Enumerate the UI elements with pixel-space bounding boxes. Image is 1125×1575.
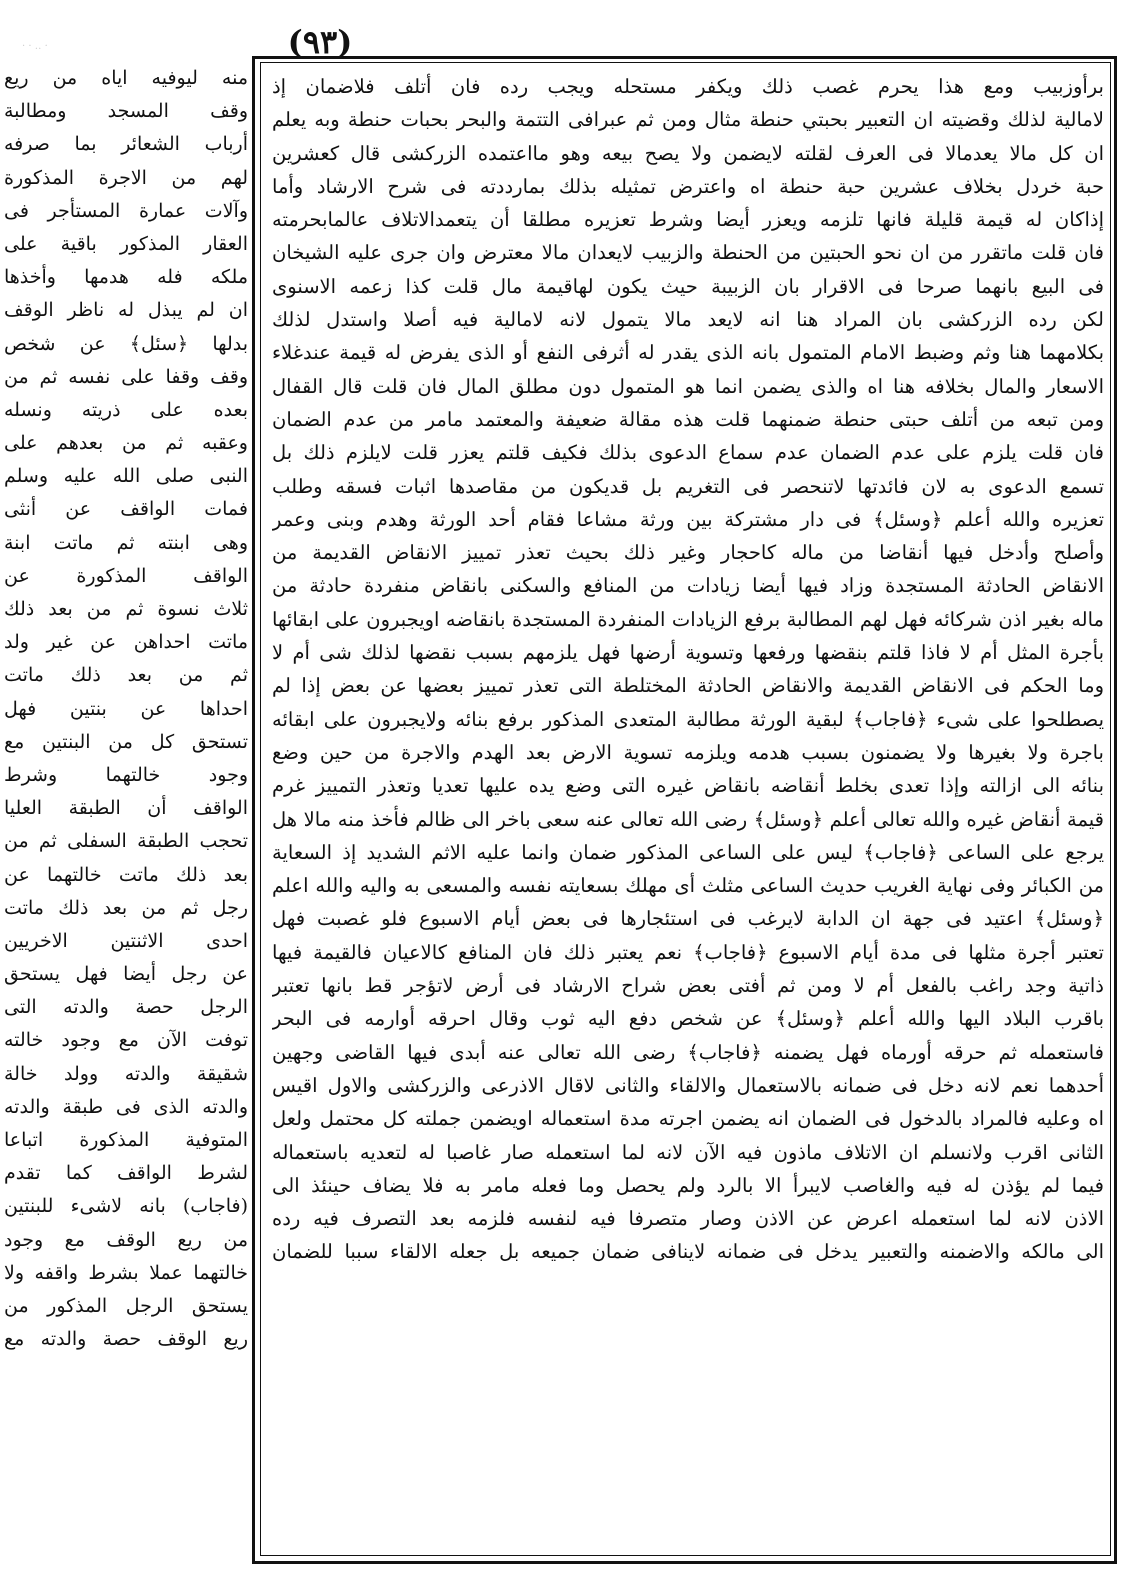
main-text-line: يصطلحوا على شىء ﴿فاجاب﴾ لبقية الورثة مطالبة المتعدى المذكور برفع بنائه ولايجبرون على ابقائه — [272, 707, 1104, 731]
margin-text-line: رجل ثم من بعد ذلك ماتت — [4, 896, 248, 919]
main-text-line: فان قلت يلزم على عدم الضمان عدم سماع الدعوى بذلك فكيف قلتم يعزر قلت لايلزم ذلك بل — [272, 441, 1104, 465]
main-text-line: الاذن لانه لما استعمله اعرض عن الاذن وصار متصرفا فيه لنفسه فلزمه بعد التصرف فيه رده — [272, 1207, 1104, 1231]
main-text-line: ﴿وسئل﴾ اعتيد فى جهة ان الدابة لايرغب فى استئجارها فى بعض أيام الاسبوع فلو غصبت فهل — [272, 907, 1104, 931]
margin-text-line: الرجل حصة والدته التى — [4, 996, 248, 1019]
margin-text-line: وهى ابنته ثم ماتت ابنة — [4, 531, 248, 554]
margin-text-line: بعده على ذريته ونسله — [4, 398, 248, 421]
main-text-line: تعزيره والله أعلم ﴿وسئل﴾ فى دار مشتركة بين ورثة مشاعا فقام أحد الورثة وهدم وبنى وعمر — [272, 507, 1104, 531]
margin-text-line: توفت الآن مع وجود خالته — [4, 1029, 248, 1052]
main-text-line: يرجع على الساعى ﴿فاجاب﴾ ليس على الساعى المذكور ضمان وانما عليه الاثم الشديد إذ السعاية — [272, 840, 1104, 864]
margin-text-line: شقيقة والدته وولد خالة — [4, 1062, 248, 1085]
main-text-line: أحدهما نعم لانه دخل فى ضمانه بالاستعمال والالقاء والثانى لاقال الاذرعى والزركشى والاول اقيس — [272, 1073, 1104, 1097]
main-text-line: بكلامهما هنا وثم وضبط الامام المتمول بانه الذى يقدر له أثرفى النفع أو الذى يفرض له قيمة عندغلاء — [272, 341, 1104, 365]
margin-text-line: المتوفية المذكورة اتباعا — [4, 1129, 248, 1151]
main-text-line: بنائه الى ازالته وإذا تعدى بخلط أنقاضه بانقاض غيره التى وضع يده عليها تعديا وتعذر التمييز غرم — [272, 774, 1104, 798]
main-text-line: فان قلت ماتقرر من ان نحو الحبتين من الحنطة والزبيب لايعدان مالا معترض وان جرى عليه الشيخان — [272, 241, 1104, 265]
margin-text-line: وجود خالتهما وشرط — [4, 763, 248, 786]
main-text-line: ان كل مالا يعدمالا فى العرف لقلته لايضمن ولا يصح بيعه وهو مااعتمده الزركشى قال كعشرين — [272, 141, 1104, 165]
main-text-line: الثانى اقرب ولانسلم ان الاتلاف ماذون فيه الآن لانه لما استعمله صار غاصبا له لتعديه باستعماله — [272, 1140, 1104, 1164]
main-text-line: ذاتية وجد راغب بالفعل أم لا ومن ثم أفتى بعض شراح الارشاد فى أرض لاتؤجر قط بانها تعتبر — [272, 974, 1104, 998]
margin-text-line: وعقبه ثم من بعدهم على — [4, 432, 248, 455]
margin-text-line: احدى الاثنتين الاخريين — [4, 929, 248, 952]
margin-text-line: وقف المسجد ومطالبة — [4, 100, 248, 123]
margin-text-line: (فاجاب) بانه لاشىء للبنتين — [4, 1195, 248, 1218]
margin-text-line: الواقف أن الطبقة العليا — [4, 797, 248, 820]
margin-text-line: تحجب الطبقة السفلى ثم من — [4, 830, 248, 853]
main-text-line: باجرة ولا بغيرها ولا يضمنون بسبب هدمه ويلزمه تسوية الارض بعد الهدم والاجرة من حين وضع — [272, 740, 1104, 764]
margin-text-line: منه ليوفيه اياه من ريع — [4, 67, 248, 89]
main-text-line: ومن تبعه من أتلف حبتى حنطة ضمنهما قلت هذه مقالة ضعيفة والمعتمد مامر من عدم الضمان — [272, 407, 1104, 431]
margin-text-line: تستحق كل من البنتين مع — [4, 730, 248, 753]
main-text-line: من الكبائر وفى نهاية الغريب حديث الساعى مثلث أى مهلك بسعايته نفسه والمسعى به واليه والله اعلم — [272, 874, 1104, 898]
main-text-line: اه وعليه فالمراد بالدخول فى الضمان انه يضمن اجرته مدة استعماله اويضمن جملته كل محتمل ولعل — [272, 1107, 1104, 1131]
main-text-line: برأوزبيب ومع هذا يحرم غصب ذلك ويكفر مستحله ويجب رده فان أتلف فلاضمان إذ — [272, 75, 1104, 98]
margin-text-line: فمات الواقف عن أنثى — [4, 498, 248, 521]
main-text-line: الى مالكه والاضمنه والتعبير يدخل فى ضمانه لاينافى ضمان جميعه بل جعله الالقاء سببا للضمان — [272, 1240, 1104, 1264]
main-text-line: الانقاض الحادثة المستجدة وزاد فيها أيضا زيادات من المنافع والسكنى بانقاض منفردة حادثة من — [272, 574, 1104, 598]
margin-text-line: ثلاث نسوة ثم من بعد ذلك — [4, 598, 248, 620]
main-text-line: باقرب البلاد اليها والله أعلم ﴿وسئل﴾ عن شخص دفع اليه ثوب وقال احرقه أوارمه فى البحر — [272, 1007, 1104, 1031]
margin-text-line: وآلات عمارة المستأجر فى — [4, 199, 248, 222]
margin-text-line: خالتهما عملا بشرط واقفه ولا — [4, 1261, 248, 1284]
margin-text-line: ثم من بعد ذلك ماتت — [4, 664, 248, 687]
margin-text-line: احداها عن بنتين فهل — [4, 697, 248, 720]
margin-text-line: من ريع الوقف مع وجود — [4, 1228, 248, 1251]
main-text-line: وما الحكم فى الانقاض القديمة والانقاض الحادثة المختلطة التى تعذر تمييز بعضها عن بعض إذا لم — [272, 674, 1104, 698]
main-text-line: لامالية لذلك وقضيته ان التعبير بحبتي حنطة مثال ومن ثم عبرافى التتمة والبحر بحبات حنطة وبه يعلم — [272, 108, 1104, 132]
main-text-line: لكن رده الزركشى بان المراد هنا انه لايعد مالا يتمول لانه لامالية فيه أصلا واستدل لذلك — [272, 308, 1104, 332]
main-text-body — [272, 70, 1104, 1550]
margin-text-line: أرباب الشعائر بما صرفه — [4, 133, 248, 156]
margin-text-line: ماتت احداهن عن غير ولد — [4, 631, 248, 654]
margin-text-line: ملكه فله هدمها وأخذها — [4, 266, 248, 289]
margin-commentary — [4, 62, 248, 1556]
main-text-line: الاسعار والمال بخلافه هنا اه والذى يضمن انما هو المتمول دون مطلق المال فان قلت قال القفال — [272, 374, 1104, 398]
margin-text-line: النبى صلى الله عليه وسلم — [4, 465, 248, 488]
main-text-line: ماله بغير اذن شركائه فهل لهم المطالبة برفع الزيادات المنفردة المستجدة بانقاضه اويجبرون على ابقائها — [272, 607, 1104, 631]
page-number: (٩٣) — [287, 23, 353, 61]
main-text-line: قيمة أنقاض غيره والله تعالى أعلم ﴿وسئل﴾ رضى الله تعالى عنه سعى باخر الى ظالم فأخذ منه مالا هل — [272, 807, 1104, 831]
margin-text-line: والدته الذى فى طبقة والدته — [4, 1095, 248, 1118]
margin-text-line: الواقف المذكورة عن — [4, 564, 248, 587]
margin-text-line: لشرط الواقف كما تقدم — [4, 1162, 248, 1185]
main-text-line: فيما لم يؤذن له فيه والغاصب لايبرأ الا بالرد ولم يحصل وما فعله مامر به فلا يضاف حينئذ الى — [272, 1173, 1104, 1197]
margin-text-line: ريع الوقف حصة والدته مع — [4, 1328, 248, 1351]
scan-smudge: · · ‥ · — [22, 41, 48, 52]
main-text-line: حبة خردل بخلاف عشرين حبة حنطة اه واعترض تمثيله بذلك بمارددته فى شرح الارشاد وأما — [272, 174, 1104, 198]
margin-text-line: عن رجل أيضا فهل يستحق — [4, 963, 248, 986]
main-text-line: بأجرة المثل أم لا فاذا قلتم بنقضها ورفعها وتسوية أرضها فهل يلزمهم بسبب نقضها لذلك شى أم لا — [272, 641, 1104, 665]
margin-text-line: وقف وقفا على نفسه ثم من — [4, 365, 248, 388]
margin-text-line: العقار المذكور باقية على — [4, 232, 248, 255]
main-text-line: فاستعمله ثم حرقه أورماه فهل يضمنه ﴿فاجاب﴾ رضى الله تعالى عنه أبدى فيها القاضى وجهين — [272, 1040, 1104, 1064]
margin-text-line: يستحق الرجل المذكور من — [4, 1294, 248, 1317]
margin-text-line: لهم من الاجرة المذكورة — [4, 166, 248, 189]
main-text-line: وأصلح وأدخل فيها أنقاضا من ماله كاحجار وغير ذلك بحيث تعذر تمييز الانقاض القديمة من — [272, 541, 1104, 565]
main-text-line: إذاكان له قيمة قليلة فانها تلزمه ويعزر أيضا وشرط تعزيره مطلقا أن يتعمدالاتلاف عالمابحرمته — [272, 208, 1104, 232]
margin-text-line: بدلها ﴿سئل﴾ عن شخص — [4, 332, 248, 355]
margin-text-line: بعد ذلك ماتت خالتهما عن — [4, 863, 248, 886]
main-text-line: فى البيع بانهما صرحا فى الاقرار بان الزبيبة حيث يكون لهاقيمة مال قلت كذا زعمه الاسنوى — [272, 274, 1104, 298]
main-text-line: تعتبر أجرة مثلها فى مدة أيام الاسبوع ﴿فاجاب﴾ نعم يعتبر ذلك فان المنافع كالاعيان فالقيمة فيها — [272, 940, 1104, 964]
margin-text-line: ان لم يبذل له ناظر الوقف — [4, 299, 248, 322]
main-text-line: تسمع الدعوى به لان فائدتها لاتنحصر فى التغريم بل قديكون من مقاصدها اثبات فسقه وطلب — [272, 474, 1104, 498]
